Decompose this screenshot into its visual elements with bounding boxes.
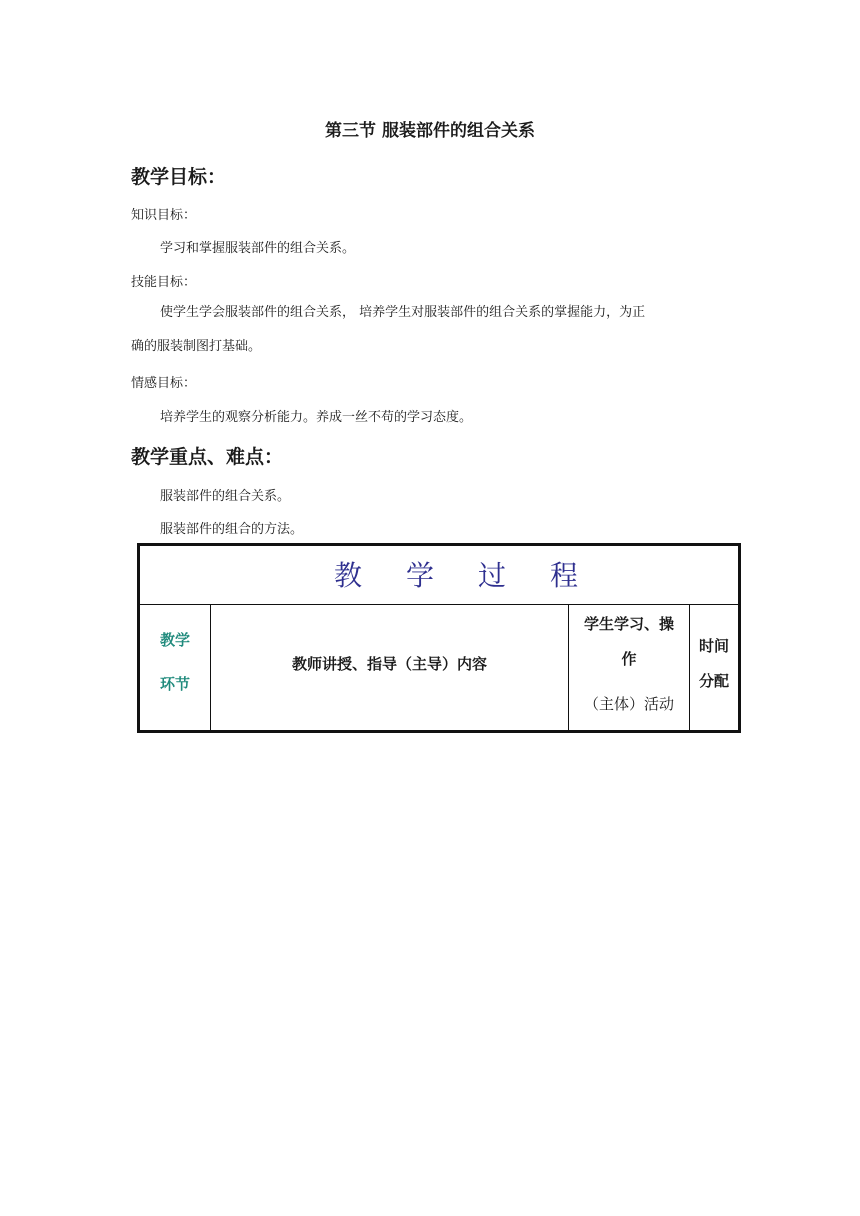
knowledge-label: 知识目标： xyxy=(131,208,197,223)
objectives-heading: 教学目标： xyxy=(131,166,227,188)
column-header-teacher-content-text: 教师讲授、指导（主导）内容 xyxy=(291,655,487,673)
keypoint-1: 服装部件的组合关系。 xyxy=(160,489,291,504)
column-header-time-line2: 分配 xyxy=(698,672,729,690)
column-header-student-line1: 学生学习、操 xyxy=(583,615,674,633)
column-header-stage-line2: 环节 xyxy=(159,675,190,693)
skill-text-line1: 使学生学会服装部件的组合关系， 培养学生对服装部件的组合关系的掌握能力，为正 xyxy=(160,305,646,320)
page-title: 第三节 服装部件的组合关系 xyxy=(325,121,535,141)
teaching-process-table xyxy=(137,543,741,733)
column-header-teacher-content xyxy=(211,605,568,730)
knowledge-text: 学习和掌握服装部件的组合关系。 xyxy=(160,241,356,256)
keypoints-heading: 教学重点、难点： xyxy=(131,446,284,468)
keypoint-2: 服装部件的组合的方法。 xyxy=(160,522,304,537)
skill-text xyxy=(131,296,731,364)
table-header-row xyxy=(140,546,738,605)
column-header-student-activity xyxy=(569,605,689,730)
column-header-time xyxy=(690,605,738,730)
emotion-text: 培养学生的观察分析能力。养成一丝不苟的学习态度。 xyxy=(160,410,473,425)
skill-text-line2: 确的服装制图打基础。 xyxy=(131,339,262,354)
column-header-time-line1: 时间 xyxy=(698,637,729,655)
column-header-student-line2: 作 xyxy=(621,650,637,668)
emotion-label: 情感目标： xyxy=(131,376,197,391)
column-header-student-line3: （主体）活动 xyxy=(583,695,674,713)
skill-label: 技能目标： xyxy=(131,275,197,290)
column-header-stage-line1: 教学 xyxy=(159,631,190,649)
table-title: 教学过程 xyxy=(333,559,622,592)
column-header-stage xyxy=(140,605,210,730)
